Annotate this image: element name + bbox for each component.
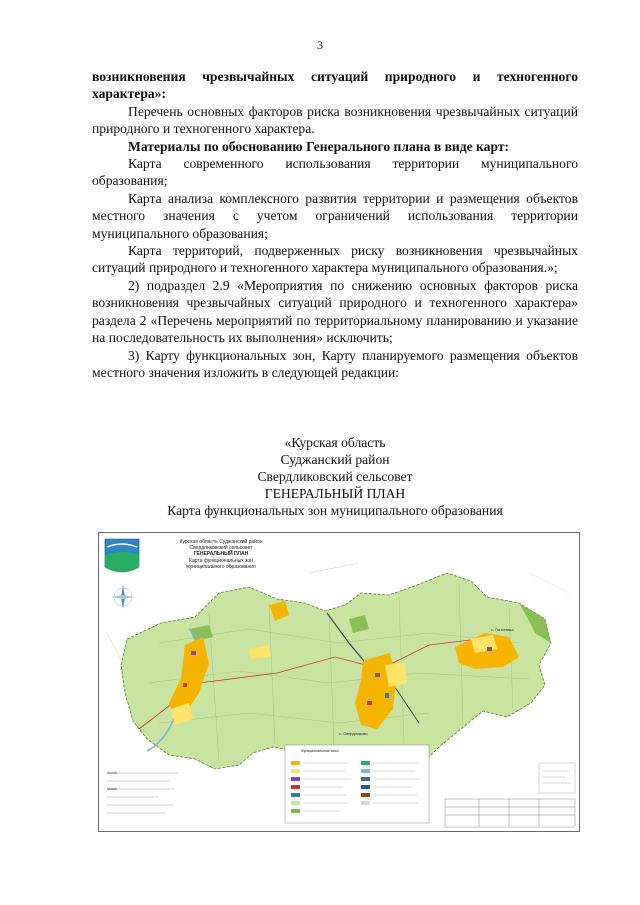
paragraph: 3) Карту функциональных зон, Карту планируемого размещения объектов местного значения изложить в следующей редакции:: [92, 347, 578, 380]
caption-line: Свердликовский сельсовет: [257, 469, 413, 484]
general-plan-map: [98, 532, 580, 832]
paragraph: Карта территорий, подверженных риску возникновения чрезвычайных ситуаций природного и техногенного характера муниципального образования.»;: [92, 243, 578, 276]
body-text: [92, 68, 578, 381]
paragraph: Перечень основных факторов риска возникновения чрезвычайных ситуаций природного и техногенного характера.: [92, 103, 578, 137]
caption-line: Суджанский район: [280, 452, 390, 467]
compass-rose-icon: [111, 585, 135, 609]
title-block: [445, 799, 575, 827]
paragraph: Карта анализа комплексного развития территории и размещения объектов местного значения с учетом ограничений использования территории муниципального образования;: [92, 190, 578, 241]
paragraph-heading: Материалы по обоснованию Генерального плана в виде карт:: [128, 138, 510, 154]
map-title-line: ГЕНЕРАЛЬНЫЙ ПЛАН: [193, 551, 249, 558]
map-title: [151, 539, 291, 570]
map-title-line: Курская область Суджанский район: [179, 539, 263, 545]
caption-line: «Курская область: [284, 435, 386, 450]
paragraph: 2) подраздел 2.9 «Мероприятия по снижению основных факторов риска возникновения чрезвычайных ситуаций природного и техногенного характера» раздела 2 «Перечень мероприятий по территориальному планированию и указание на последовательность их выполнения» исключить;: [92, 277, 578, 346]
village-label: с. Гоголевка: [491, 627, 514, 632]
conventional-signs: [107, 773, 179, 813]
caption-line: Карта функциональных зон муниципального образования: [167, 503, 503, 518]
right-legend: [539, 763, 575, 793]
map-drawing: [99, 533, 579, 831]
paragraph-heading-continuation: возникновения чрезвычайных ситуаций природного и техногенного характера»:: [92, 69, 578, 102]
village-label: с. Свердликово: [339, 731, 368, 736]
map-legend: [285, 745, 429, 823]
legend-heading: Функциональные зоны: [301, 749, 339, 753]
coat-of-arms-icon: [105, 539, 139, 572]
map-caption: [92, 434, 578, 519]
map-title-line: Карта функциональных зон: [189, 557, 253, 564]
paragraph: Карта современного использования территории муниципального образования;: [92, 156, 578, 189]
map-title-line: муниципального образования: [186, 563, 256, 570]
map-title-line: Свердликовский сельсовет: [189, 545, 253, 552]
caption-line: ГЕНЕРАЛЬНЫЙ ПЛАН: [264, 486, 406, 501]
page-number: 3: [317, 38, 323, 52]
